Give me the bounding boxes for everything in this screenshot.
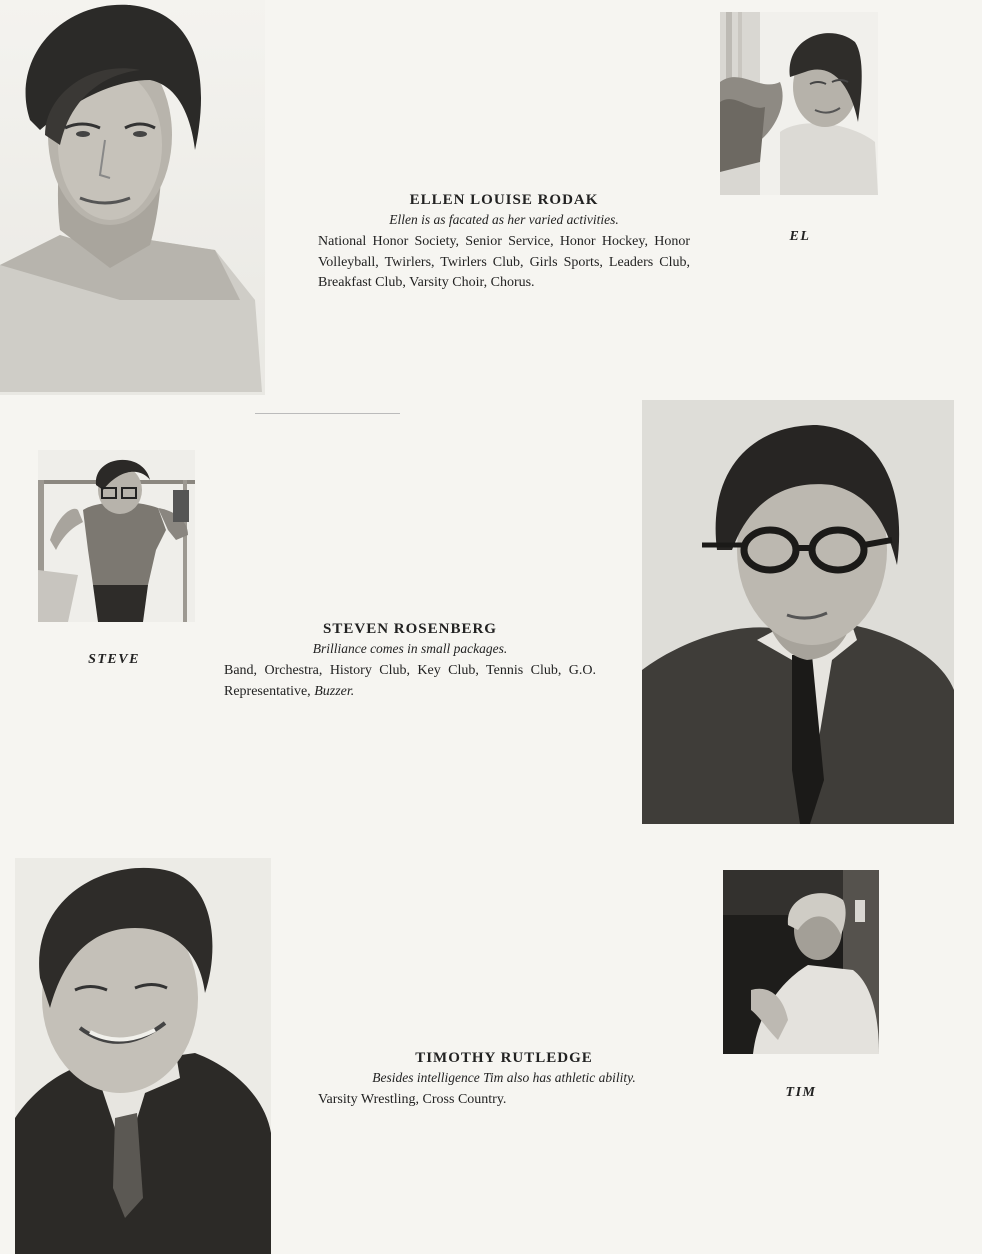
tim-candid-photo [723, 870, 879, 1054]
student-nickname: TIM [785, 1085, 817, 1100]
student-activities [224, 661, 596, 702]
student-quote: Besides intelligence Tim also has athletic ability. [372, 1070, 636, 1085]
student-activities: National Honor Society, Senior Service, Honor Hockey, Honor Volleyball, Twirlers, Twirlers Club, Girls Sports, Leaders Club, Breakfast Club, Varsity Choir, Chorus. [318, 234, 690, 290]
divider [255, 413, 400, 414]
ellen-portrait-photo [0, 0, 265, 395]
student-name: ELLEN LOUISE RODAK [409, 192, 599, 208]
activities-text: Band, Orchestra, History Club, Key Club, Tennis Club, G.O. Representative, [224, 663, 596, 699]
student-activities: Varsity Wrestling, Cross Country. [318, 1092, 507, 1107]
student-name: STEVEN ROSENBERG [323, 621, 497, 637]
student-quote: Brilliance comes in small packages. [312, 641, 508, 656]
timothy-portrait-photo [15, 858, 271, 1254]
ellen-candid-photo [720, 12, 878, 195]
buzzer-italic: Buzzer. [314, 683, 355, 699]
student-name: TIMOTHY RUTLEDGE [415, 1050, 593, 1066]
steven-portrait-photo [642, 400, 954, 824]
student-nickname: EL [789, 229, 811, 244]
steve-candid-photo [38, 450, 195, 622]
student-quote: Ellen is as facated as her varied activities. [389, 212, 619, 227]
student-nickname: STEVE [88, 652, 140, 667]
